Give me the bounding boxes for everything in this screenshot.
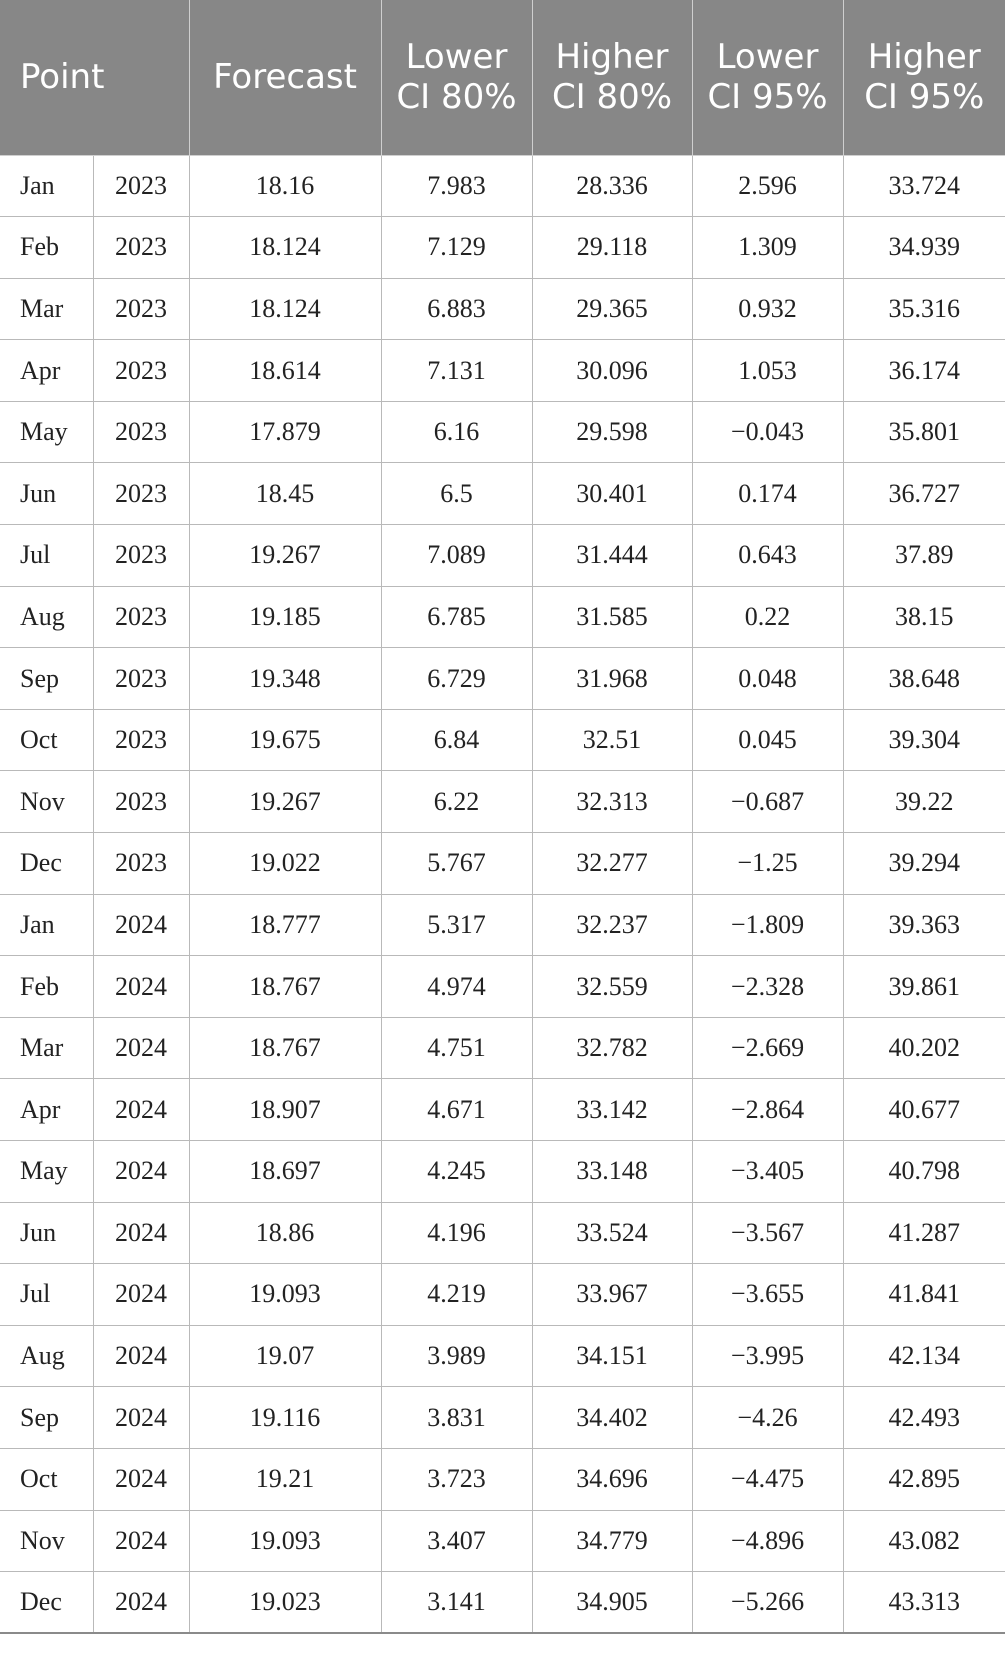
cell-year: 2024: [93, 1325, 189, 1387]
cell-month: Nov: [0, 1510, 93, 1572]
cell-forecast: 18.767: [189, 1017, 381, 1079]
cell-higher-ci-95: 33.724: [843, 155, 1005, 217]
cell-higher-ci-80: 34.905: [532, 1572, 692, 1634]
cell-year: 2024: [93, 1017, 189, 1079]
cell-year: 2024: [93, 1448, 189, 1510]
cell-lower-ci-95: −0.043: [692, 401, 843, 463]
cell-year: 2024: [93, 1202, 189, 1264]
cell-lower-ci-80: 6.84: [381, 709, 532, 771]
cell-higher-ci-95: 42.134: [843, 1325, 1005, 1387]
cell-lower-ci-80: 4.196: [381, 1202, 532, 1264]
cell-forecast: 18.124: [189, 278, 381, 340]
cell-lower-ci-80: 4.751: [381, 1017, 532, 1079]
table-row: [0, 340, 1005, 402]
cell-higher-ci-80: 29.598: [532, 401, 692, 463]
cell-higher-ci-95: 43.313: [843, 1572, 1005, 1634]
cell-forecast: 18.16: [189, 155, 381, 217]
header-higher-ci-95: Higher CI 95%: [843, 0, 1005, 155]
header-forecast: Forecast: [189, 0, 381, 155]
cell-lower-ci-80: 4.245: [381, 1141, 532, 1203]
cell-lower-ci-80: 3.407: [381, 1510, 532, 1572]
cell-higher-ci-95: 42.895: [843, 1448, 1005, 1510]
cell-higher-ci-95: 39.304: [843, 709, 1005, 771]
cell-higher-ci-95: 43.082: [843, 1510, 1005, 1572]
cell-year: 2024: [93, 1141, 189, 1203]
table-row: [0, 463, 1005, 525]
header-lower-ci-95: Lower CI 95%: [692, 0, 843, 155]
cell-month: Feb: [0, 956, 93, 1018]
cell-lower-ci-80: 7.983: [381, 155, 532, 217]
table-row: [0, 1510, 1005, 1572]
table-row: [0, 1141, 1005, 1203]
cell-forecast: 19.21: [189, 1448, 381, 1510]
cell-lower-ci-80: 3.831: [381, 1387, 532, 1449]
cell-forecast: 19.348: [189, 648, 381, 710]
table-row: [0, 586, 1005, 648]
cell-lower-ci-95: −3.405: [692, 1141, 843, 1203]
cell-lower-ci-95: −3.655: [692, 1264, 843, 1326]
table-row: [0, 648, 1005, 710]
cell-lower-ci-95: −4.26: [692, 1387, 843, 1449]
cell-forecast: 19.022: [189, 833, 381, 895]
cell-month: Jan: [0, 894, 93, 956]
cell-lower-ci-80: 6.16: [381, 401, 532, 463]
cell-higher-ci-80: 29.118: [532, 217, 692, 279]
cell-lower-ci-95: 0.048: [692, 648, 843, 710]
cell-month: Dec: [0, 1572, 93, 1634]
cell-month: Jul: [0, 525, 93, 587]
cell-forecast: 19.093: [189, 1264, 381, 1326]
header-lower-ci-80: Lower CI 80%: [381, 0, 532, 155]
cell-forecast: 18.697: [189, 1141, 381, 1203]
cell-lower-ci-95: −4.896: [692, 1510, 843, 1572]
cell-lower-ci-95: 0.643: [692, 525, 843, 587]
cell-year: 2023: [93, 525, 189, 587]
table-row: [0, 709, 1005, 771]
cell-lower-ci-80: 6.785: [381, 586, 532, 648]
cell-lower-ci-80: 5.317: [381, 894, 532, 956]
cell-lower-ci-95: −2.864: [692, 1079, 843, 1141]
table-row: [0, 1202, 1005, 1264]
cell-higher-ci-95: 41.287: [843, 1202, 1005, 1264]
table-row: [0, 1387, 1005, 1449]
cell-year: 2023: [93, 463, 189, 525]
cell-lower-ci-95: 0.045: [692, 709, 843, 771]
table-header: [0, 0, 1005, 155]
cell-month: Sep: [0, 1387, 93, 1449]
cell-higher-ci-80: 32.51: [532, 709, 692, 771]
cell-higher-ci-80: 31.444: [532, 525, 692, 587]
cell-forecast: 19.116: [189, 1387, 381, 1449]
cell-year: 2024: [93, 1572, 189, 1634]
cell-lower-ci-80: 5.767: [381, 833, 532, 895]
cell-month: Dec: [0, 833, 93, 895]
cell-forecast: 19.185: [189, 586, 381, 648]
cell-year: 2024: [93, 956, 189, 1018]
cell-lower-ci-80: 7.131: [381, 340, 532, 402]
cell-lower-ci-95: −5.266: [692, 1572, 843, 1634]
cell-lower-ci-95: 2.596: [692, 155, 843, 217]
table-row: [0, 278, 1005, 340]
cell-forecast: 18.124: [189, 217, 381, 279]
cell-forecast: 19.267: [189, 771, 381, 833]
cell-higher-ci-95: 41.841: [843, 1264, 1005, 1326]
cell-lower-ci-80: 7.089: [381, 525, 532, 587]
cell-higher-ci-80: 30.096: [532, 340, 692, 402]
cell-lower-ci-95: 0.932: [692, 278, 843, 340]
cell-higher-ci-95: 37.89: [843, 525, 1005, 587]
cell-year: 2023: [93, 340, 189, 402]
table-row: [0, 1264, 1005, 1326]
cell-higher-ci-80: 29.365: [532, 278, 692, 340]
table-row: [0, 833, 1005, 895]
cell-lower-ci-80: 3.141: [381, 1572, 532, 1634]
cell-forecast: 18.614: [189, 340, 381, 402]
cell-year: 2024: [93, 894, 189, 956]
cell-higher-ci-95: 35.316: [843, 278, 1005, 340]
cell-higher-ci-80: 30.401: [532, 463, 692, 525]
cell-higher-ci-80: 31.968: [532, 648, 692, 710]
cell-higher-ci-95: 39.294: [843, 833, 1005, 895]
header-higher-ci-80: Higher CI 80%: [532, 0, 692, 155]
cell-year: 2023: [93, 648, 189, 710]
table-row: [0, 1017, 1005, 1079]
table-row: [0, 894, 1005, 956]
cell-higher-ci-80: 33.148: [532, 1141, 692, 1203]
cell-higher-ci-95: 36.727: [843, 463, 1005, 525]
cell-lower-ci-80: 3.989: [381, 1325, 532, 1387]
cell-forecast: 19.023: [189, 1572, 381, 1634]
table-body: [0, 155, 1005, 1633]
cell-forecast: 19.675: [189, 709, 381, 771]
table-row: [0, 1079, 1005, 1141]
cell-forecast: 19.267: [189, 525, 381, 587]
cell-month: Oct: [0, 1448, 93, 1510]
cell-higher-ci-80: 32.782: [532, 1017, 692, 1079]
cell-higher-ci-80: 33.967: [532, 1264, 692, 1326]
cell-month: Mar: [0, 1017, 93, 1079]
cell-higher-ci-95: 38.648: [843, 648, 1005, 710]
cell-lower-ci-95: −3.995: [692, 1325, 843, 1387]
cell-forecast: 18.767: [189, 956, 381, 1018]
cell-year: 2023: [93, 401, 189, 463]
cell-higher-ci-80: 32.313: [532, 771, 692, 833]
cell-lower-ci-95: 1.053: [692, 340, 843, 402]
cell-year: 2024: [93, 1079, 189, 1141]
cell-month: Aug: [0, 1325, 93, 1387]
cell-year: 2024: [93, 1510, 189, 1572]
cell-lower-ci-80: 6.883: [381, 278, 532, 340]
table-row: [0, 771, 1005, 833]
cell-forecast: 18.907: [189, 1079, 381, 1141]
cell-month: Apr: [0, 340, 93, 402]
cell-lower-ci-95: −2.328: [692, 956, 843, 1018]
cell-lower-ci-95: −2.669: [692, 1017, 843, 1079]
cell-forecast: 18.86: [189, 1202, 381, 1264]
cell-lower-ci-95: 1.309: [692, 217, 843, 279]
cell-month: May: [0, 401, 93, 463]
cell-higher-ci-95: 39.22: [843, 771, 1005, 833]
cell-higher-ci-80: 33.142: [532, 1079, 692, 1141]
table-row: [0, 401, 1005, 463]
cell-year: 2023: [93, 155, 189, 217]
table-row: [0, 1325, 1005, 1387]
cell-lower-ci-95: −1.809: [692, 894, 843, 956]
cell-month: Aug: [0, 586, 93, 648]
cell-higher-ci-80: 34.696: [532, 1448, 692, 1510]
cell-higher-ci-80: 32.559: [532, 956, 692, 1018]
cell-forecast: 19.07: [189, 1325, 381, 1387]
cell-month: Nov: [0, 771, 93, 833]
table-row: [0, 525, 1005, 587]
cell-forecast: 17.879: [189, 401, 381, 463]
header-row: [0, 0, 1005, 155]
cell-month: Jul: [0, 1264, 93, 1326]
cell-higher-ci-95: 40.798: [843, 1141, 1005, 1203]
cell-forecast: 18.777: [189, 894, 381, 956]
table-row: [0, 956, 1005, 1018]
table-row: [0, 155, 1005, 217]
cell-higher-ci-80: 32.237: [532, 894, 692, 956]
cell-lower-ci-80: 4.671: [381, 1079, 532, 1141]
cell-lower-ci-80: 4.219: [381, 1264, 532, 1326]
cell-lower-ci-95: −4.475: [692, 1448, 843, 1510]
cell-lower-ci-95: 0.174: [692, 463, 843, 525]
cell-higher-ci-95: 40.677: [843, 1079, 1005, 1141]
cell-higher-ci-80: 34.402: [532, 1387, 692, 1449]
cell-higher-ci-95: 39.861: [843, 956, 1005, 1018]
cell-year: 2023: [93, 709, 189, 771]
cell-higher-ci-95: 40.202: [843, 1017, 1005, 1079]
cell-higher-ci-95: 35.801: [843, 401, 1005, 463]
cell-month: Oct: [0, 709, 93, 771]
cell-month: Jun: [0, 1202, 93, 1264]
table-row: [0, 1448, 1005, 1510]
cell-higher-ci-80: 28.336: [532, 155, 692, 217]
cell-lower-ci-80: 7.129: [381, 217, 532, 279]
cell-higher-ci-95: 38.15: [843, 586, 1005, 648]
cell-year: 2024: [93, 1387, 189, 1449]
cell-higher-ci-80: 34.151: [532, 1325, 692, 1387]
cell-month: Sep: [0, 648, 93, 710]
cell-lower-ci-80: 3.723: [381, 1448, 532, 1510]
cell-lower-ci-95: −1.25: [692, 833, 843, 895]
cell-year: 2023: [93, 833, 189, 895]
cell-lower-ci-95: −0.687: [692, 771, 843, 833]
cell-lower-ci-80: 6.22: [381, 771, 532, 833]
cell-higher-ci-80: 33.524: [532, 1202, 692, 1264]
cell-forecast: 19.093: [189, 1510, 381, 1572]
cell-lower-ci-80: 6.729: [381, 648, 532, 710]
cell-higher-ci-95: 36.174: [843, 340, 1005, 402]
cell-year: 2024: [93, 1264, 189, 1326]
cell-lower-ci-80: 6.5: [381, 463, 532, 525]
cell-year: 2023: [93, 217, 189, 279]
cell-higher-ci-95: 42.493: [843, 1387, 1005, 1449]
cell-higher-ci-95: 34.939: [843, 217, 1005, 279]
cell-lower-ci-95: 0.22: [692, 586, 843, 648]
cell-lower-ci-95: −3.567: [692, 1202, 843, 1264]
cell-month: Jan: [0, 155, 93, 217]
cell-month: Apr: [0, 1079, 93, 1141]
cell-year: 2023: [93, 278, 189, 340]
cell-higher-ci-80: 34.779: [532, 1510, 692, 1572]
cell-month: Feb: [0, 217, 93, 279]
cell-month: May: [0, 1141, 93, 1203]
cell-year: 2023: [93, 586, 189, 648]
table-row: [0, 1572, 1005, 1634]
cell-higher-ci-95: 39.363: [843, 894, 1005, 956]
cell-forecast: 18.45: [189, 463, 381, 525]
cell-month: Mar: [0, 278, 93, 340]
cell-higher-ci-80: 32.277: [532, 833, 692, 895]
cell-year: 2023: [93, 771, 189, 833]
table-row: [0, 217, 1005, 279]
header-point: Point: [0, 0, 189, 155]
cell-higher-ci-80: 31.585: [532, 586, 692, 648]
cell-month: Jun: [0, 463, 93, 525]
cell-lower-ci-80: 4.974: [381, 956, 532, 1018]
